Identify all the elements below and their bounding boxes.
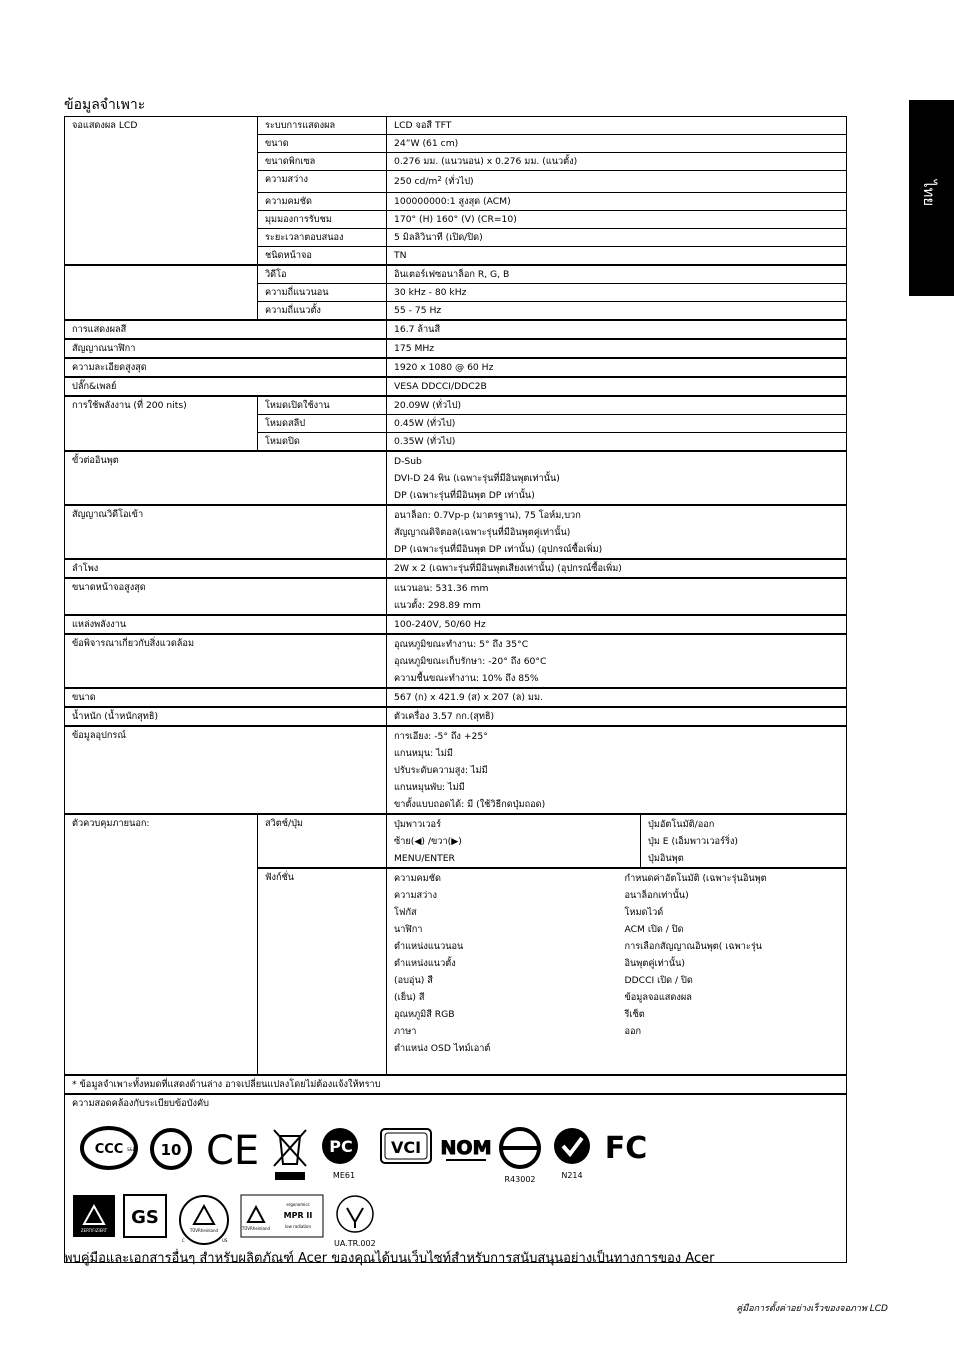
value-line: ปุ่มอัตโนมัติ/ออก — [648, 819, 715, 830]
value-line: DP (เฉพาะรุ่นที่มีอินพุต DP เท่านั้น) (อุปกรณ์ซื้อเพิ่ม) — [394, 544, 603, 555]
value-line: อนาล็อก: 0.7Vp-p (มาตรฐาน), 75 โอห์ม,บวก — [394, 510, 581, 521]
spec-value: 0.45W (ทั่วไป) — [387, 415, 847, 433]
value-line: ปุ่ม E (เอ็มพาวเวอร์ริ่ง) — [648, 836, 738, 847]
svg-text:10: 10 — [160, 1141, 182, 1159]
spec-table — [64, 116, 847, 1263]
compliance-label: ความสอดคล้องกับระเบียบข้อบังคับ — [72, 1098, 209, 1109]
svg-text:NOM: NOM — [440, 1137, 492, 1159]
spec-value: 24”W (61 cm) — [387, 135, 847, 153]
spec-label: แหล่งพลังงาน — [65, 615, 387, 634]
value-line: สัญญาณดิจิตอล(เฉพาะรุ่นที่มีอินพุตคู่เท่านั้น) — [394, 527, 571, 538]
value-line: MENU/ENTER — [394, 853, 455, 864]
spec-label: ปลั๊ก&เพลย์ — [65, 377, 387, 396]
spec-sublabel: ขนาด — [258, 135, 387, 153]
spec-value: 30 kHz - 80 kHz — [387, 284, 847, 302]
value-text: 250 cd/m — [394, 176, 438, 187]
spec-value: 5 มิลลิวินาที (เปิด/ปิด) — [387, 229, 847, 247]
c-tick-logo-icon — [552, 1126, 592, 1184]
value-line: แนวตั้ง: 298.89 mm — [394, 600, 481, 611]
value-line: (เย็น) สี — [394, 992, 425, 1003]
spec-value: 55 - 75 Hz — [387, 302, 847, 321]
gost-r-logo-icon — [498, 1126, 542, 1188]
spec-note: * ข้อมูลจำเพาะทั้งหมดที่แสดงด้านล่าง อาจเปลี่ยนแปลงโดยไม่ต้องแจ้งให้ทราบ — [65, 1075, 847, 1094]
epup-10-icon — [148, 1126, 194, 1172]
value-line: ความชื้นขณะทำงาน: 10% ถึง 85% — [394, 673, 539, 684]
table-row — [65, 339, 847, 358]
spec-value: LCD จอสี TFT — [387, 117, 847, 135]
spec-sublabel: โหมดสลีป — [258, 415, 387, 433]
table-row — [65, 1094, 847, 1263]
value-line: ซ้าย(◀) /ขวา(▶) — [394, 836, 462, 847]
value-line: โฟกัส — [394, 907, 417, 918]
value-line: การเอียง: -5° ถึง +25° — [394, 731, 488, 742]
spec-value: 0.276 มม. (แนวนอน) x 0.276 มม. (แนวตั้ง) — [387, 153, 847, 171]
logo-caption: ME61 — [332, 1171, 356, 1180]
value-line: แกนหมุนพับ: ไม่มี — [394, 782, 465, 793]
value-line: D-Sub — [394, 456, 422, 467]
spec-label: จอแสดงผล LCD — [65, 117, 258, 266]
spec-value: 1920 x 1080 @ 60 Hz — [387, 358, 847, 377]
spec-sublabel: ความคมชัด — [258, 193, 387, 211]
svg-text:CE: CE — [206, 1128, 260, 1174]
spec-sublabel: โหมดปิด — [258, 433, 387, 452]
spec-value — [387, 726, 847, 814]
spec-label: ความละเอียดสูงสุด — [65, 358, 387, 377]
support-note: พบคู่มือและเอกสารอื่นๆ สำหรับผลิตภัณฑ์ Acer ของคุณได้บนเว็บไซท์สำหรับการสนับสนุนอย่างเป็นทางการของ Acer — [64, 1251, 715, 1266]
svg-text:VCI: VCI — [390, 1138, 422, 1157]
table-row — [65, 265, 847, 284]
spec-label: การใช้พลังงาน (ที่ 200 nits) — [65, 396, 258, 451]
spec-label: ตัวควบคุมภายนอก: — [65, 814, 258, 1075]
compliance-cell — [65, 1094, 847, 1263]
value-line: แนวนอน: 531.36 mm — [394, 583, 489, 594]
value-line: ปุ่มอินพุต — [648, 853, 684, 864]
fcc-logo-icon — [602, 1126, 650, 1166]
spec-value: 100-240V, 50/60 Hz — [387, 615, 847, 634]
svg-text:CCC: CCC — [94, 1142, 124, 1157]
spec-sublabel: วิดีโอ — [258, 265, 387, 284]
value-line: DVI-D 24 พิน (เฉพาะรุ่นที่มีอินพุตเท่านั้น) — [394, 473, 560, 484]
value-line: ข้อมูลจอแสดงผล — [624, 992, 692, 1003]
tuv-cus-logo-icon — [178, 1194, 230, 1246]
spec-label: ขั้วต่ออินพุต — [65, 451, 387, 505]
svg-text:ZERTIFIZIERT: ZERTIFIZIERT — [80, 1228, 108, 1233]
spec-sublabel: ฟังก์ชั่น — [258, 868, 387, 1075]
spec-sublabel: ความสว่าง — [258, 171, 387, 193]
table-row — [65, 396, 847, 415]
spec-label: ข้อมูลอุปกรณ์ — [65, 726, 387, 814]
spec-value: 2W x 2 (เฉพาะรุ่นที่มีอินพุตเสียงเท่านั้น) (อุปกรณ์ซื้อเพิ่ม) — [387, 559, 847, 578]
spec-label: การแสดงผลสี — [65, 320, 387, 339]
table-row — [65, 578, 847, 615]
spec-value: 16.7 ล้านสี — [387, 320, 847, 339]
value-line: ความสว่าง — [394, 890, 437, 901]
value-line: แกนหมุน: ไม่มี — [394, 748, 453, 759]
spec-label: น้ำหนัก (น้ำหนักสุทธิ) — [65, 707, 387, 726]
value-line: ปรับระดับความสูง: ไม่มี — [394, 765, 488, 776]
tuv-gs-logo-icon — [72, 1194, 168, 1238]
svg-text:C: C — [182, 1238, 185, 1243]
value-line: ออก — [624, 1026, 642, 1037]
spec-label: ขนาดหน้าจอสูงสุด — [65, 578, 387, 615]
spec-sublabel: สวิตช์/ปุ่ม — [258, 814, 387, 868]
value-line: อุณหภูมิขณะเก็บรักษา: -20° ถึง 60°C — [394, 656, 547, 667]
value-line: (อบอุ่น) สี — [394, 975, 433, 986]
vcci-logo-icon — [378, 1126, 434, 1166]
value-line: การเลือกสัญญาณอินพุต( เฉพาะรุ่นอินพุตคู่เท่านั้น) — [624, 941, 763, 969]
spec-label: ลำโพง — [65, 559, 387, 578]
value-line: โหมดไวด์ — [624, 907, 664, 918]
value-line: ตำแหน่ง OSD ไทม์เอาต์ — [394, 1043, 491, 1054]
table-row — [65, 688, 847, 707]
value-line: นาฬิกา — [394, 924, 423, 935]
spec-label — [65, 265, 258, 320]
table-row — [65, 1075, 847, 1094]
spec-value — [641, 814, 847, 868]
table-row — [65, 505, 847, 559]
table-row — [65, 451, 847, 505]
ce-mark-icon — [204, 1126, 260, 1172]
value-line: DP (เฉพาะรุ่นที่มีอินพุต DP เท่านั้น) — [394, 490, 535, 501]
spec-value: TN — [387, 247, 847, 266]
svg-text:PC: PC — [329, 1137, 353, 1156]
table-row — [65, 117, 847, 135]
svg-text:S&E: S&E — [127, 1147, 136, 1152]
value-line: อุณหภูมิสี RGB — [394, 1009, 455, 1020]
table-row — [65, 358, 847, 377]
language-tab-label: ไทย — [920, 180, 938, 207]
spec-sublabel: มุมมองการรับชม — [258, 211, 387, 229]
spec-value: 20.09W (ทั่วไป) — [387, 396, 847, 415]
value-line: ความคมชัด — [394, 873, 441, 884]
spec-value: 170° (H) 160° (V) (CR=10) — [387, 211, 847, 229]
spec-value: VESA DDCCI/DDC2B — [387, 377, 847, 396]
spec-value: 0.35W (ทั่วไป) — [387, 433, 847, 452]
spec-value: 567 (ก) x 421.9 (ส) x 207 (ล) มม. — [387, 688, 847, 707]
spec-value — [387, 505, 847, 559]
table-row — [65, 377, 847, 396]
svg-text:TÜVRheinland: TÜVRheinland — [241, 1226, 271, 1231]
value-line: ตำแหน่งแนวนอน — [394, 941, 464, 952]
nom-logo-icon — [440, 1126, 492, 1166]
logo-caption: N214 — [561, 1171, 583, 1180]
spec-value — [387, 171, 847, 193]
spec-sublabel: ชนิดหน้าจอ — [258, 247, 387, 266]
value-line: ตำแหน่งแนวตั้ง — [394, 958, 456, 969]
table-row — [65, 634, 847, 688]
spec-value: 100000000:1 สูงสุด (ACM) — [387, 193, 847, 211]
spec-value: อินเตอร์เฟซอนาล็อก R, G, B — [387, 265, 847, 284]
value-text: (ทั่วไป) — [441, 176, 474, 187]
spec-sublabel: ความถี่แนวตั้ง — [258, 302, 387, 321]
logo-caption: R43002 — [504, 1175, 536, 1184]
svg-text:MPR II: MPR II — [283, 1211, 313, 1220]
logo-caption: UA.TR.002 — [334, 1239, 376, 1248]
spec-label: ขนาด — [65, 688, 387, 707]
table-row — [65, 814, 847, 868]
spec-value — [387, 578, 847, 615]
svg-text:FC: FC — [604, 1131, 648, 1166]
value-line: ACM เปิด / ปิด — [624, 924, 684, 935]
svg-text:TÜVRheinland: TÜVRheinland — [189, 1228, 219, 1233]
table-row — [65, 559, 847, 578]
table-row — [65, 615, 847, 634]
value-line: ขาตั้งแบบถอดได้: มี (ใช้วิธีกดปุ่มถอด) — [394, 799, 546, 810]
svg-text:low radiation: low radiation — [285, 1224, 311, 1229]
value-line: ภาษา — [394, 1026, 417, 1037]
value-line: DDCCI เปิด / ปิด — [624, 975, 693, 986]
spec-label: ข้อพิจารณาเกี่ยวกับสิ่งแวดล้อม — [65, 634, 387, 688]
language-tab — [909, 100, 954, 296]
spec-sublabel: ความถี่แนวนอน — [258, 284, 387, 302]
spec-value — [387, 634, 847, 688]
spec-value — [387, 868, 641, 1075]
superscript: 2 — [437, 175, 442, 183]
table-row — [65, 707, 847, 726]
page-footer: คู่มือการตั้งค่าอย่างเร็วของจอภาพ LCD — [736, 1304, 888, 1314]
value-line: รีเซ็ต — [624, 1009, 645, 1020]
spec-label: สัญญาณวิดีโอเข้า — [65, 505, 387, 559]
svg-text:US: US — [222, 1238, 228, 1243]
spec-sublabel: ระบบการแสดงผล — [258, 117, 387, 135]
svg-text:ergonomics: ergonomics — [286, 1202, 310, 1207]
svg-text:GS: GS — [131, 1207, 159, 1228]
pct-mark-icon — [320, 1126, 368, 1184]
spec-sublabel: ขนาดพิกเซล — [258, 153, 387, 171]
table-row — [65, 320, 847, 339]
spec-sublabel: โหมดเปิดใช้งาน — [258, 396, 387, 415]
value-line: กำหนดค่าอัตโนมัติ (เฉพาะรุ่นอินพุตอนาล็อกเท่านั้น) — [624, 873, 767, 901]
spec-value — [387, 814, 641, 868]
tuv-mpr2-logo-icon — [240, 1194, 324, 1238]
ccc-logo-icon — [80, 1126, 138, 1170]
value-line: ปุ่มพาวเวอร์ — [394, 819, 442, 830]
section-title: ข้อมูลจำเพาะ — [64, 97, 146, 113]
weee-bin-icon — [270, 1126, 310, 1186]
spec-value — [387, 451, 847, 505]
ua-mark-icon — [334, 1194, 376, 1252]
spec-value: ตัวเครื่อง 3.57 กก.(สุทธิ) — [387, 707, 847, 726]
value-line: อุณหภูมิขณะทำงาน: 5° ถึง 35°C — [394, 639, 529, 650]
table-row — [65, 726, 847, 814]
spec-value — [625, 868, 831, 1075]
spec-value: 175 MHz — [387, 339, 847, 358]
spec-sublabel: ระยะเวลาตอบสนอง — [258, 229, 387, 247]
spec-label: สัญญาณนาฬิกา — [65, 339, 387, 358]
